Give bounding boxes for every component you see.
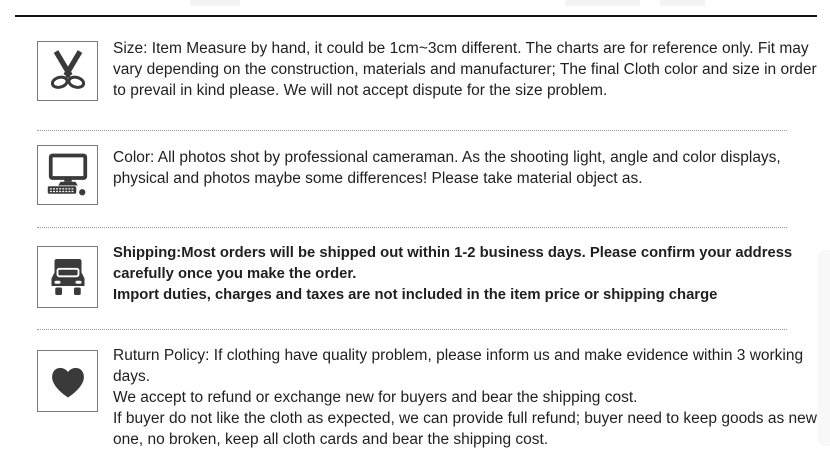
dotted-separator [37,227,787,228]
return-icon-box [37,350,98,412]
color-icon-box [37,145,98,205]
shipping-note-line: Import duties, charges and taxes are not included in the item price or shipping charge [113,287,718,303]
return-note-line: We accept to refund or exchange new for buyers and bear the shipping cost. [113,389,638,406]
shipping-icon-box [37,246,98,308]
dotted-separator [37,329,787,330]
truck-icon [44,253,92,301]
top-divider-line [15,15,817,17]
shipping-note [113,243,825,306]
cropped-text-remnant [565,0,640,6]
return-note [113,345,825,450]
return-note-line: If buyer do not like the cloth as expected, we can provide full refund; buyer need to keep goods as new one, no broken, keep all cloth cards and bear the shipping cost. [113,410,817,448]
size-note [113,38,825,101]
dotted-separator [37,130,787,131]
cropped-text-remnant [190,0,240,6]
return-note-line: Ruturn Policy: If clothing have quality problem, please inform us and make evidence within 3 working days. [113,347,804,385]
page-edge-strip [818,250,830,446]
shipping-note-line: Shipping:Most orders will be shipped out within 1-2 business days. Please confirm your address carefully once you make the order. [113,245,793,282]
size-icon-box [37,41,98,101]
color-note [113,147,825,189]
computer-icon [44,151,92,199]
color-note-line: Color: All photos shot by professional cameraman. As the shooting light, angle and color displays, physical and photos maybe some differences! Please take material object as. [113,149,781,187]
scissors-icon [44,47,92,95]
cropped-text-remnant [660,0,705,6]
heart-icon [44,357,92,405]
size-note-line: Size: Item Measure by hand, it could be 1cm~3cm different. The charts are for reference only. Fit may vary depending on the construction, materials and manufacturer; The final Cloth color and size in order to prevail in kind please. We will not accept dispute for the size problem. [113,40,817,99]
